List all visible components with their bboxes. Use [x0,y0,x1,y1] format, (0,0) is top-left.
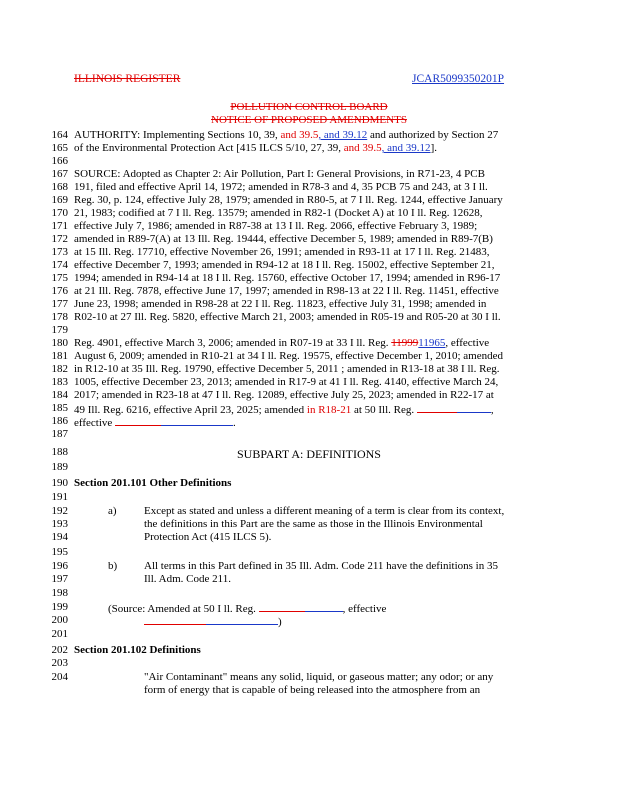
item-a-line: the definitions in this Part are the same as those in the Illinois Environmental [144,518,483,530]
source-line-19: effective . [74,417,236,429]
blank-blue [161,415,233,426]
item-a-line: Protection Act (415 ILCS 5). [144,531,272,543]
jcar-code: JCAR5099350201P [412,73,505,85]
blank-red [144,614,206,625]
line-number: 185 [51,402,68,414]
line-number: 171 [51,220,68,232]
source-line: Reg. 30, p. 124, effective July 28, 1979; amended in R80-5, at 7 I ll. Reg. 1244, effective January [74,194,503,206]
item-a-line: Except as stated and unless a different meaning of a term is clear from its context, [144,505,505,517]
item-a-label: a) [108,505,117,517]
source-line: 191, filed and effective April 14, 1972; amended in R78-3 and 4, 35 PCB 75 and 243, at 3 I ll. [74,181,488,193]
register-title: ILLINOIS REGISTER [74,73,181,85]
line-number: 179 [51,324,68,336]
item-b-line: Ill. Adm. Code 211. [144,573,231,585]
item-b-label: b) [108,560,118,572]
line-number: 176 [51,285,68,297]
source-note: (Source: Amended at 50 I ll. Reg. , effective [108,603,387,615]
source-line-18: 49 Ill. Reg. 6216, effective April 23, 2025; amended in R18-21 at 50 Ill. Reg. , [74,404,494,416]
line-number: 182 [51,363,68,375]
source-line: at 15 Ill. Reg. 17710, effective November 26, 1991; amended in R93-11 at 17 I ll. Reg. 21483, [74,246,490,258]
authority-line-2: of the Environmental Protection Act [415 ILCS 5/10, 27, 39, and 39.5, and 39.12]. [74,142,437,154]
line-number: 190 [51,477,68,489]
source-line-15: in R12-10 at 35 Ill. Reg. 19790, effective December 5, 2011 ; amended in R13-18 at 38 I ll. Reg. [74,363,500,375]
line-number: 175 [51,272,68,284]
source-line: R02-10 at 27 Ill. Reg. 5820, effective March 21, 2003; amended in R05-19 and R05-20 at 30 I ll. [74,311,501,323]
source-note-line-2: ) [144,614,282,629]
source-line-13: Reg. 4901, effective March 3, 2006; amended in R07-19 at 33 I ll. Reg. 1199911965, effective [74,337,490,349]
line-number: 197 [51,573,68,585]
line-number: 198 [51,587,68,599]
line-number: 165 [51,142,68,154]
line-number: 173 [51,246,68,258]
line-number: 202 [51,644,68,656]
source-line: 1994; amended in R94-14 at 18 I ll. Reg. 15760, effective October 17, 1994; amended in R96-17 [74,272,501,284]
line-number: 187 [51,428,68,440]
line-number: 181 [51,350,68,362]
line-number: 203 [51,657,68,669]
line-number: 191 [51,491,68,503]
blank-red [417,402,457,413]
line-number: 196 [51,560,68,572]
line-number: 174 [51,259,68,271]
blank-blue [206,614,278,625]
line-number: 201 [51,628,68,640]
line-number: 188 [51,446,68,458]
subpart-heading: SUBPART A: DEFINITIONS [237,447,381,461]
source-line: June 23, 1998; amended in R98-28 at 22 I ll. Reg. 11823, effective July 31, 1998; amended in [74,298,487,310]
line-number: 195 [51,546,68,558]
item-b-line: All terms in this Part defined in 35 Ill. Adm. Code 211 have the definitions in 35 [144,560,498,572]
line-number: 172 [51,233,68,245]
source-line: effective July 7, 1986; amended in R87-38 at 13 I ll. Reg. 2066, effective February 3, 1989; [74,220,478,232]
definition-line: "Air Contaminant" means any solid, liquid, or gaseous matter; any odor; or any [144,671,494,683]
line-number: 167 [51,168,68,180]
line-number: 184 [51,389,68,401]
blank-red [259,601,305,612]
line-number: 183 [51,376,68,388]
source-line: amended in R89-7(A) at 13 Ill. Reg. 19444, effective December 5, 1989; amended in R89-7(B) [74,233,493,245]
authority-line-1: AUTHORITY: Implementing Sections 10, 39, and 39.5, and 39.12 and authorized by Section 27 [74,129,499,141]
source-line-16: 1005, effective December 23, 2013; amended in R17-9 at 41 I ll. Reg. 4140, effective March 24, [74,376,499,388]
line-number: 169 [51,194,68,206]
line-number: 193 [51,518,68,530]
line-number: 194 [51,531,68,543]
notice-title: NOTICE OF PROPOSED AMENDMENTS [211,114,407,126]
line-number: 186 [51,415,68,427]
line-number: 166 [51,155,68,167]
line-number: 189 [51,461,68,473]
source-line-17: 2017; amended in R23-18 at 47 I ll. Reg. 12089, effective July 25, 2023; amended in R22-17 at [74,389,494,401]
blank-red [115,415,161,426]
line-number: 170 [51,207,68,219]
line-number: 168 [51,181,68,193]
line-number: 178 [51,311,68,323]
line-number: 199 [51,601,68,613]
section-201-102-title: Section 201.102 Definitions [74,644,201,656]
blank-blue [457,402,491,413]
line-number: 192 [51,505,68,517]
line-number: 180 [51,337,68,349]
line-number: 200 [51,614,68,626]
board-name: POLLUTION CONTROL BOARD [230,101,388,113]
source-line: effective December 7, 1993; amended in R94-12 at 18 I ll. Reg. 15002, effective September 21, [74,259,495,271]
source-line: at 21 Ill. Reg. 7878, effective June 17, 1997; amended in R98-13 at 22 I ll. Reg. 11451, effective [74,285,499,297]
blank-blue [305,601,343,612]
section-201-101-title: Section 201.101 Other Definitions [74,477,232,489]
line-number: 204 [51,671,68,683]
source-line-14: August 6, 2009; amended in R10-21 at 34 I ll. Reg. 19575, effective December 1, 2010; amended [74,350,503,362]
source-line: SOURCE: Adopted as Chapter 2: Air Pollution, Part I: General Provisions, in R71-23, 4 PCB [74,168,485,180]
source-line: 21, 1983; codified at 7 I ll. Reg. 13579; amended in R82-1 (Docket A) at 10 I ll. Reg. 12628, [74,207,483,219]
definition-line: form of energy that is capable of being released into the atmosphere from an [144,684,481,696]
line-number: 164 [51,129,68,141]
line-number: 177 [51,298,68,310]
